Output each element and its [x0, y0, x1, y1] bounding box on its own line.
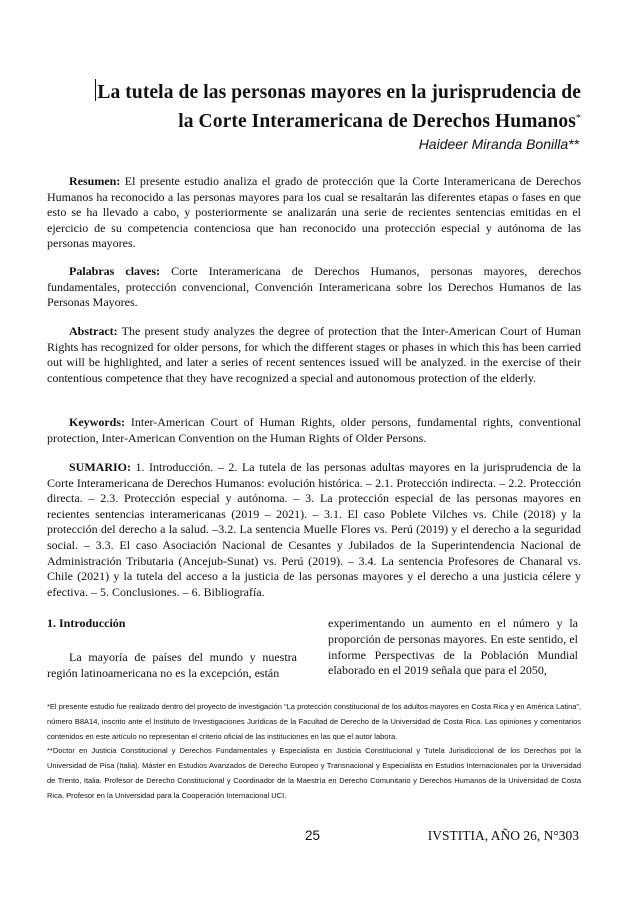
footnote-2: **Doctor en Justicia Constitucional y Derechos Fundamentales y Especialista en Justicia Constitucional y Tutela Jurisdiccional de los Derechos por la Universidad de Pisa (Italia). Máster en Estudios Avanzados de Derecho Europeo y Transnacional y Especialista en Estudios Internacionales por la Universidad de Trento, Italia. Profesor de Derecho Constitucional y Coordinador de la Maestría en Derecho Comunitario y Derechos Humanos de la Universidad de Costa Rica. Profesor en la Universidad para la Cooperación Internacional UCI. [47, 746, 581, 800]
resumen-label: Resumen: [69, 174, 121, 188]
sumario-label: SUMARIO: [69, 460, 131, 474]
author-name: Haideer Miranda Bonilla** [418, 136, 579, 152]
title-footnote-marker: * [575, 113, 581, 124]
footnotes [47, 700, 581, 804]
abstract-paragraph: Abstract: The present study analyzes the degree of protection that the Inter-American Court of Human Rights has recognized for older persons, for which the different stages or phases in which this has been carried out will be highlighted, and later a series of recent sentences issued will be analyzed. in the exercise of their contentious competence that they have recognized a special and autonomous protection of the elderly. [47, 324, 581, 385]
sumario-paragraph: SUMARIO: 1. Introducción. – 2. La tutela de las personas adultas mayores en la jurisprudencia de la Corte Interamericana de Derechos Humanos: evolución histórica. – 2.1. Protección indirecta. – 2.2. Protección directa. – 2.3. Protección especial y autónoma. – 3. La protección especial de las personas mayores en recientes sentencias interamericanas (2019 – 2021). – 3.1. El caso Poblete Vilches vs. Chile (2018) y la protección del derecho a la salud. –3.2. La sentencia Muelle Flores vs. Perú (2019) y el derecho a la seguridad social. – 3.3. El caso Asociación Nacional de Cesantes y Jubilados de la Superintendencia Nacional de Administración Tributaria (Ancejub-Sunat) vs. Perú (2019). – 3.4. La sentencia Profesores de Chanaral vs. Chile (2021) y la tutela del acceso a la justicia de las personas mayores y el derecho a una justicia célere y efectiva. – 5. Conclusiones. – 6. Bibliografía. [47, 460, 581, 599]
palabras-claves-label: Palabras claves: [69, 264, 161, 278]
journal-name: IVSTITIA, AÑO 26, N°303 [427, 828, 579, 843]
keywords-label: Keywords: [69, 415, 125, 429]
resumen-paragraph: Resumen: El presente estudio analiza el grado de protección que la Corte Interamericana de Derechos Humanos ha reconocido a las personas mayores para los cual se resaltarán las diferentes etapas o fases en que esto se ha llevado a cabo, y posteriormente se analizarán una serie de recientes sentencias emitidas en el ejercicio de su competencia contenciosa que han reconocido una protección especial y autónoma de las personas mayores. [47, 174, 581, 251]
abstract-label: Abstract: [69, 324, 118, 338]
body-text-right: experimentando un aumento en el número y la proporción de personas mayores. En este sentido, el informe Perspectivas de la Población Mundial elaborado en el 2019 señala que para el 2050, [328, 616, 578, 678]
keywords-paragraph: Keywords: Inter-American Court of Human Rights, older persons, fundamental rights, conventional protection, Inter-American Convention on the Human Rights of Older Persons. [47, 415, 581, 445]
column-left [47, 616, 297, 681]
body-text-left: La mayoría de países del mundo y nuestra región latinoamericana no es la excepción, están [47, 649, 297, 680]
article-title [47, 79, 581, 135]
section-heading-introduccion: 1. Introducción [47, 616, 126, 630]
page-number: 25 [305, 828, 321, 843]
title-line-1: La tutela de las personas mayores en la jurisprudencia de [47, 79, 581, 106]
footnote-1: *El presente estudio fue realizado dentro del proyecto de investigación “La protección constitucional de los adultos mayores en Costa Rica y en América Latina”, número B8A14, inscrito ante el Instituto de Investigaciones Jurídicas de la Facultad de Derecho de la Universidad de Costa Rica. Las opiniones y comentarios contenidos en este artículo no representan el criterio oficial de las instituciones en las que el autor labora. [47, 702, 581, 741]
palabras-claves-paragraph: Palabras claves: Corte Interamericana de Derechos Humanos, personas mayores, derechos fundamentales, protección convencional, Convención Interamericana sobre los Derechos Humanos de las Personas Mayores. [47, 264, 581, 310]
column-right [328, 616, 578, 679]
title-line-2: la Corte Interamericana de Derechos Humanos* [178, 111, 581, 132]
